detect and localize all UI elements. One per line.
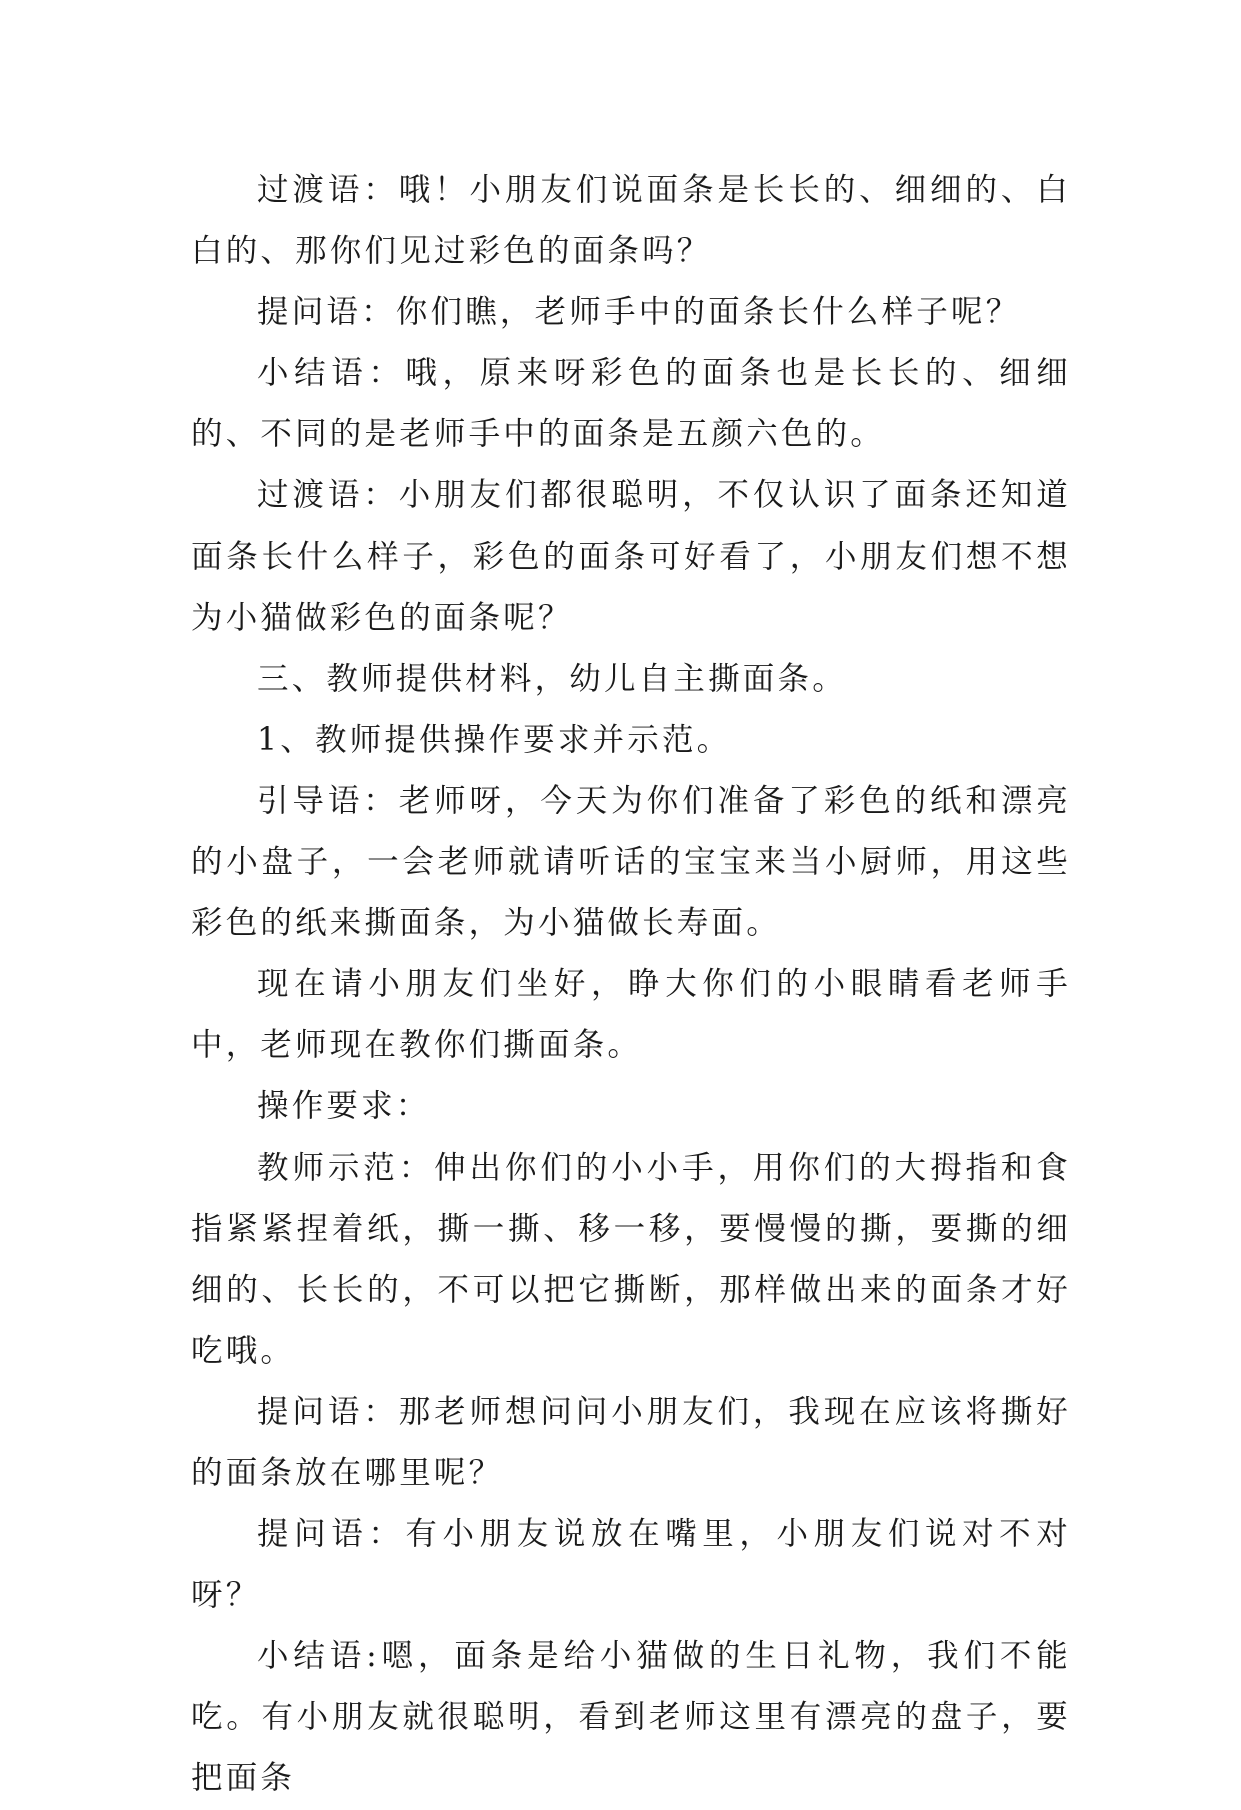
paragraph-transition-1: 过渡语：哦！小朋友们说面条是长长的、细细的、白白的、那你们见过彩色的面条吗？ (191, 172, 1071, 270)
paragraph-instruction: 现在请小朋友们坐好，睁大你们的小眼睛看老师手中，老师现在教你们撕面条。 (191, 966, 1071, 1064)
paragraph-question-3: 提问语：有小朋友说放在嘴里，小朋友们说对不对呀？ (191, 1516, 1071, 1614)
paragraph-question-2: 提问语：那老师想问问小朋友们，我现在应该将撕好的面条放在哪里呢？ (191, 1393, 1071, 1491)
document-body (191, 160, 1071, 1810)
paragraph-demonstration: 教师示范：伸出你们的小小手，用你们的大拇指和食指紧紧捏着纸，撕一撕、移一移，要慢慢的撕，要撕的细细的、长长的，不可以把它撕断，那样做出来的面条才好吃哦。 (191, 1149, 1071, 1369)
paragraph-question-1: 提问语：你们瞧，老师手中的面条长什么样子呢？ (257, 294, 1021, 331)
subheading-1: 1、教师提供操作要求并示范。 (257, 721, 732, 758)
paragraph-summary-1: 小结语：哦，原来呀彩色的面条也是长长的、细细的、不同的是老师手中的面条是五颜六色的。 (191, 355, 1071, 453)
paragraph-transition-2: 过渡语：小朋友们都很聪明，不仅认识了面条还知道面条长什么样子，彩色的面条可好看了，小朋友们想不想为小猫做彩色的面条呢？ (191, 477, 1071, 636)
paragraph-summary-2: 小结语:嗯，面条是给小猫做的生日礼物，我们不能吃。有小朋友就很聪明，看到老师这里有漂亮的盘子，要把面条 (191, 1638, 1071, 1797)
paragraph-requirements-label: 操作要求： (257, 1088, 431, 1125)
section-heading-3: 三、教师提供材料，幼儿自主撕面条。 (257, 660, 847, 697)
paragraph-guide: 引导语：老师呀，今天为你们准备了彩色的纸和漂亮的小盘子，一会老师就请听话的宝宝来当小厨师，用这些彩色的纸来撕面条，为小猫做长寿面。 (191, 782, 1071, 942)
